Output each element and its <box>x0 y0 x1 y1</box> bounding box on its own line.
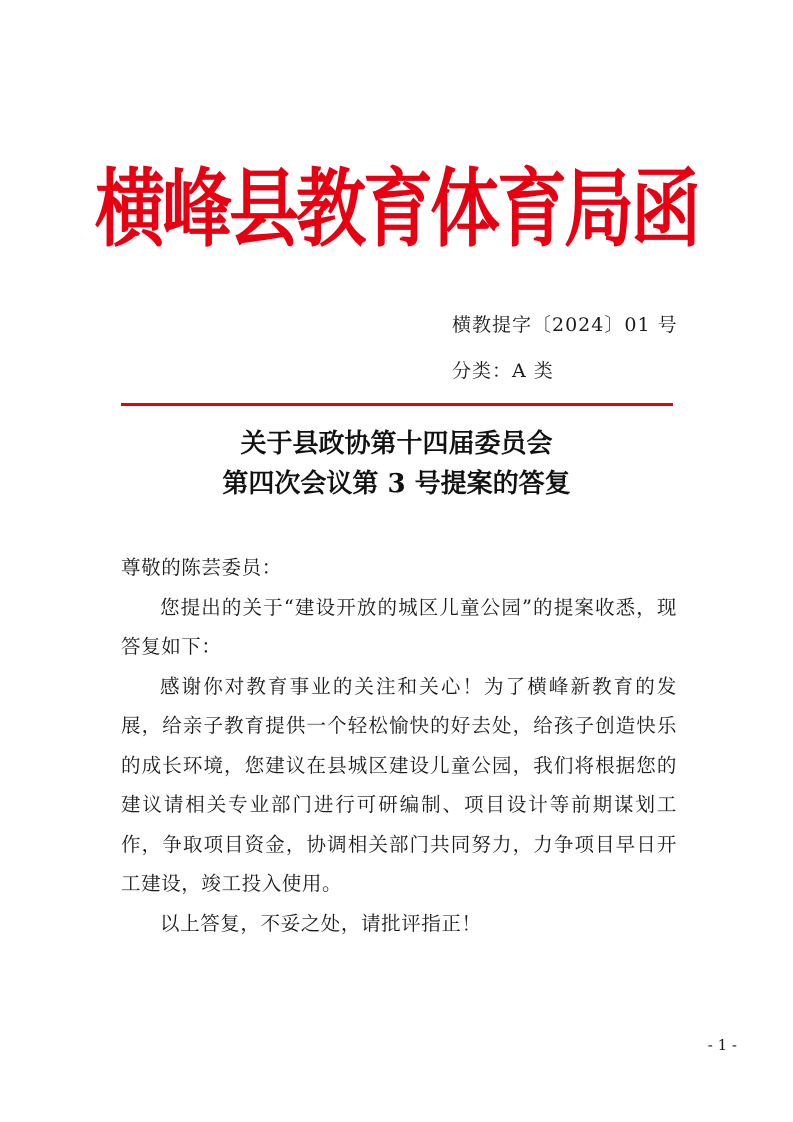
red-divider-line <box>121 403 673 406</box>
body-paragraph: 感谢你对教育事业的关注和关心！为了横峰新教育的发展，给亲子教育提供一个轻松愉快的好去处，给孩子创造快乐的成长环境，您建议在县城区建设儿童公园，我们将根据您的建议请相关专业部门进行可研编制、项目设计等前期谋划工作，争取项目资金，协调相关部门共同努力，力争项目早日开工建设，竣工投入使用。 <box>121 674 677 895</box>
document-body <box>121 548 677 943</box>
salutation: 尊敬的陈芸委员： <box>121 556 282 579</box>
closing-paragraph: 以上答复，不妥之处，请批评指正！ <box>160 911 482 935</box>
document-heading-line-2: 第四次会议第 3 号提案的答复 <box>222 469 571 499</box>
document-classification: 分类：A 类 <box>452 360 554 382</box>
document-number: 横教提字〔2024〕01 号 <box>452 314 678 336</box>
document-heading-line-1: 关于县政协第十四届委员会 <box>240 429 553 459</box>
body-paragraph: 您提出的关于“建设开放的城区儿童公园”的提案收悉，现答复如下： <box>121 595 677 658</box>
document-heading <box>0 424 793 504</box>
letterhead-title: 横峰县教育体育局函 <box>95 157 698 260</box>
page-number: - 1 - <box>707 1036 737 1054</box>
